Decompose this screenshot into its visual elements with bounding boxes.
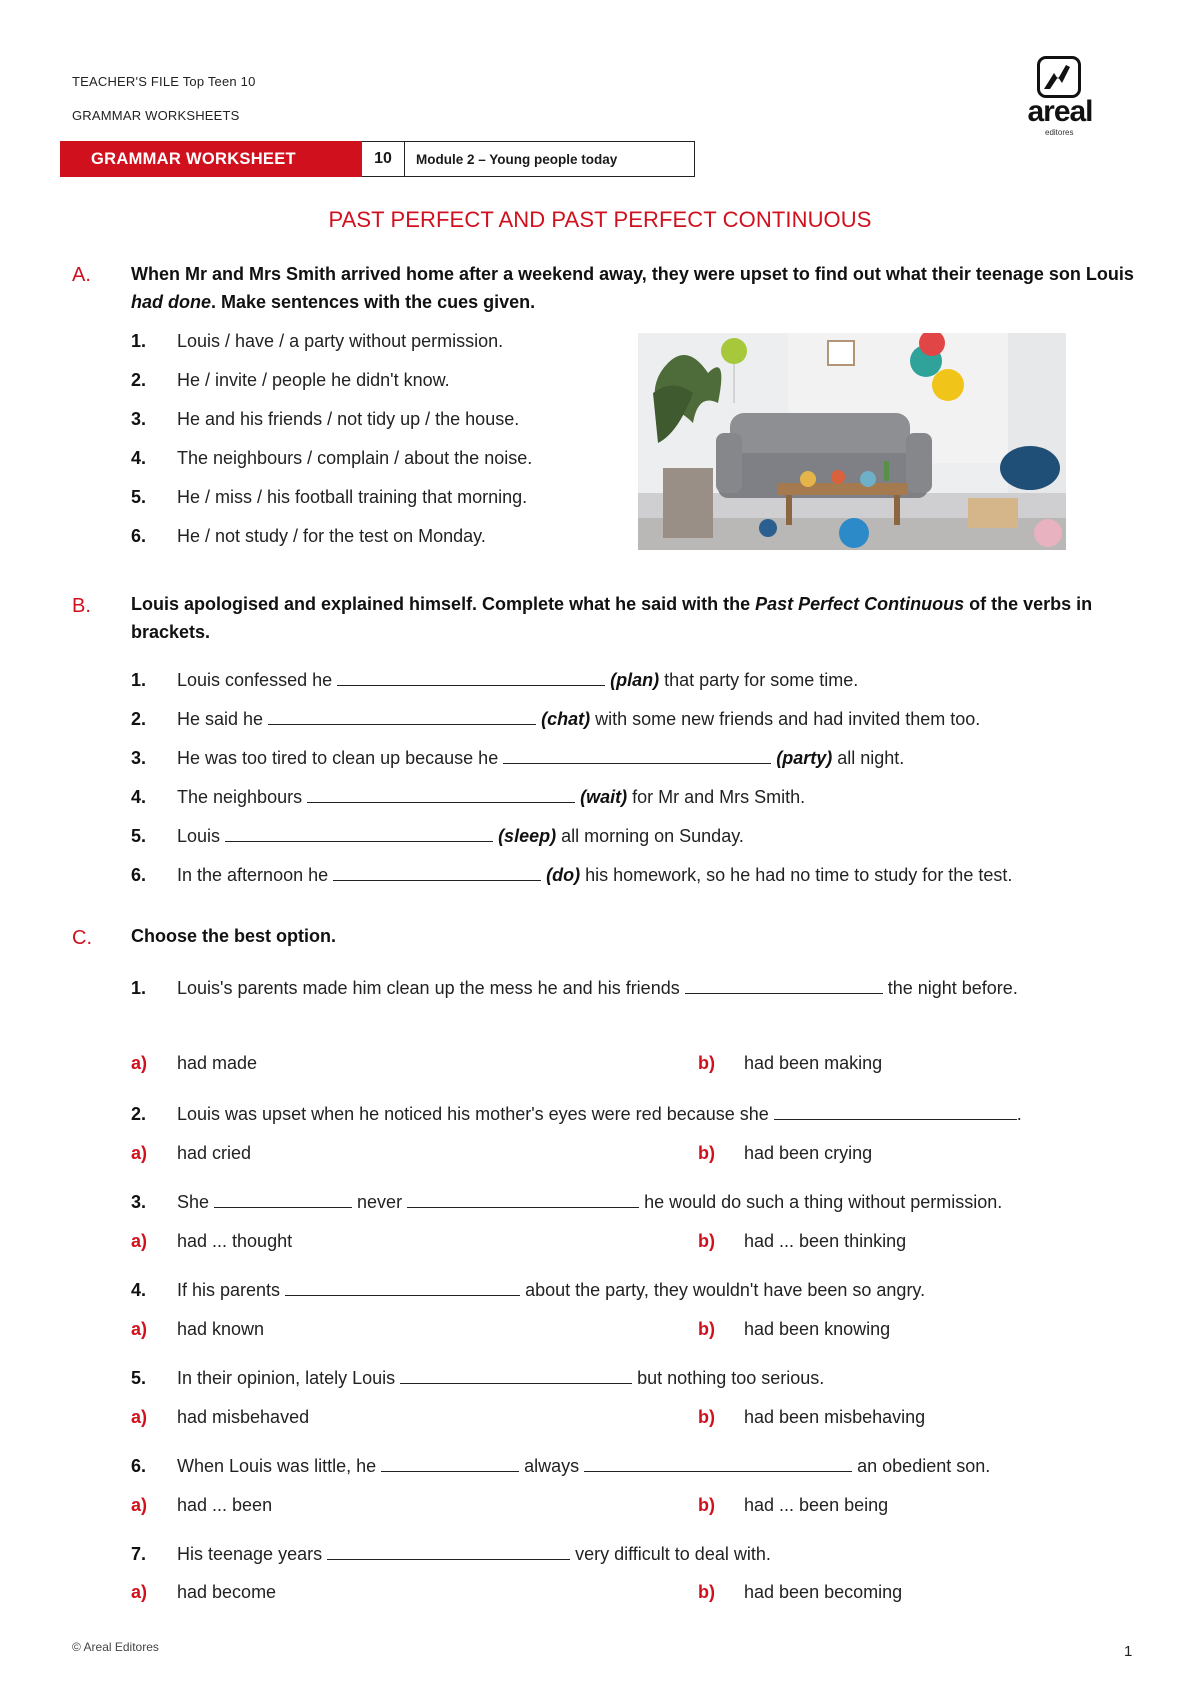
- answer-blank[interactable]: [774, 1104, 1017, 1120]
- section-a-item: 3. He and his friends / not tidy up / the house.: [131, 409, 520, 429]
- option-a[interactable]: a) had misbehaved: [131, 1407, 310, 1427]
- answer-blank[interactable]: [381, 1456, 519, 1472]
- section-c-question: 3. She never he would do such a thing without permission.: [131, 1192, 1003, 1212]
- section-c-question: 5. In their opinion, lately Louis but nothing too serious.: [131, 1368, 825, 1388]
- option-b[interactable]: b) had ... been being: [698, 1495, 889, 1515]
- page-title: PAST PERFECT AND PAST PERFECT CONTINUOUS: [328, 207, 872, 232]
- section-b-item: 4. The neighbours (wait) for Mr and Mrs Smith.: [131, 787, 806, 807]
- answer-blank[interactable]: [400, 1368, 632, 1384]
- section-a-item: 4. The neighbours / complain / about the noise.: [131, 448, 533, 468]
- option-a[interactable]: a) had made: [131, 1053, 258, 1073]
- worksheet-banner: [60, 141, 695, 177]
- section-a-item: 2. He / invite / people he didn't know.: [131, 370, 450, 390]
- section-c-question: 6. When Louis was little, he always an obedient son.: [131, 1456, 991, 1476]
- section-c-question: 4. If his parents about the party, they wouldn't have been so angry.: [131, 1280, 926, 1300]
- logo-subtitle: editores: [1045, 128, 1074, 137]
- teachers-file-label: TEACHER'S FILE Top Teen 10: [72, 74, 256, 89]
- logo-word: areal: [1027, 95, 1093, 128]
- section-a-item: 6. He / not study / for the test on Monday.: [131, 526, 486, 546]
- section-c-question: 2. Louis was upset when he noticed his mother's eyes were red because she .: [131, 1104, 1022, 1124]
- page-number: 1: [1124, 1643, 1133, 1660]
- answer-blank[interactable]: [685, 978, 883, 994]
- option-b[interactable]: b) had been crying: [698, 1143, 873, 1163]
- option-a[interactable]: a) had ... been: [131, 1495, 273, 1515]
- section-b-item: 5. Louis (sleep) all morning on Sunday.: [131, 826, 744, 846]
- section-b-item: 6. In the afternoon he (do) his homework, so he had no time to study for the test.: [131, 865, 1013, 885]
- option-a[interactable]: a) had known: [131, 1319, 265, 1339]
- option-a[interactable]: a) had become: [131, 1582, 277, 1602]
- section-a-letter: A.: [72, 264, 91, 286]
- answer-blank[interactable]: [225, 826, 493, 842]
- areal-logo: [1005, 54, 1115, 138]
- grammar-worksheets-label: GRAMMAR WORKSHEETS: [72, 108, 240, 123]
- option-b[interactable]: b) had been misbehaving: [698, 1407, 926, 1427]
- option-b[interactable]: b) had ... been thinking: [698, 1231, 907, 1251]
- section-b-item: 3. He was too tired to clean up because he (party) all night.: [131, 748, 905, 768]
- banner-number: 10: [362, 141, 405, 177]
- banner-label: GRAMMAR WORKSHEET: [60, 141, 362, 177]
- option-b[interactable]: b) had been knowing: [698, 1319, 891, 1339]
- section-c-question: 7. His teenage years very difficult to deal with.: [131, 1544, 771, 1564]
- section-b-item: 1. Louis confessed he (plan) that party for some time.: [131, 670, 859, 690]
- option-a[interactable]: a) had ... thought: [131, 1231, 293, 1251]
- option-b[interactable]: b) had been making: [698, 1053, 883, 1073]
- section-b-letter: B.: [72, 595, 91, 617]
- copyright: © Areal Editores: [72, 1640, 159, 1654]
- answer-blank[interactable]: [407, 1192, 639, 1208]
- logo-mark-icon: [1037, 56, 1081, 98]
- section-a-item: 5. He / miss / his football training that morning.: [131, 487, 528, 507]
- answer-blank[interactable]: [584, 1456, 852, 1472]
- answer-blank[interactable]: [503, 748, 771, 764]
- section-b-instruction: Louis apologised and explained himself. Complete what he said with the Past Perfect Continuous of the verbs in brackets.: [131, 594, 1093, 642]
- section-a-item: 1. Louis / have / a party without permission.: [131, 331, 504, 351]
- option-b[interactable]: b) had been becoming: [698, 1582, 903, 1602]
- answer-blank[interactable]: [285, 1280, 520, 1296]
- option-a[interactable]: a) had cried: [131, 1143, 252, 1163]
- answer-blank[interactable]: [327, 1544, 570, 1560]
- section-c-question: 1. Louis's parents made him clean up the mess he and his friends the night before.: [131, 978, 1018, 998]
- section-c-instruction: Choose the best option.: [131, 926, 336, 946]
- answer-blank[interactable]: [333, 865, 541, 881]
- section-c-letter: C.: [72, 927, 92, 949]
- section-a-instruction: When Mr and Mrs Smith arrived home after a weekend away, they were upset to find out what their teenage son Louis had done. Make sentences with the cues given.: [131, 264, 1134, 312]
- answer-blank[interactable]: [307, 787, 575, 803]
- answer-blank[interactable]: [214, 1192, 352, 1208]
- party-mess-photo: [638, 333, 1066, 550]
- section-b-item: 2. He said he (chat) with some new friends and had invited them too.: [131, 709, 981, 729]
- banner-module: Module 2 – Young people today: [405, 141, 695, 177]
- answer-blank[interactable]: [337, 670, 605, 686]
- answer-blank[interactable]: [268, 709, 536, 725]
